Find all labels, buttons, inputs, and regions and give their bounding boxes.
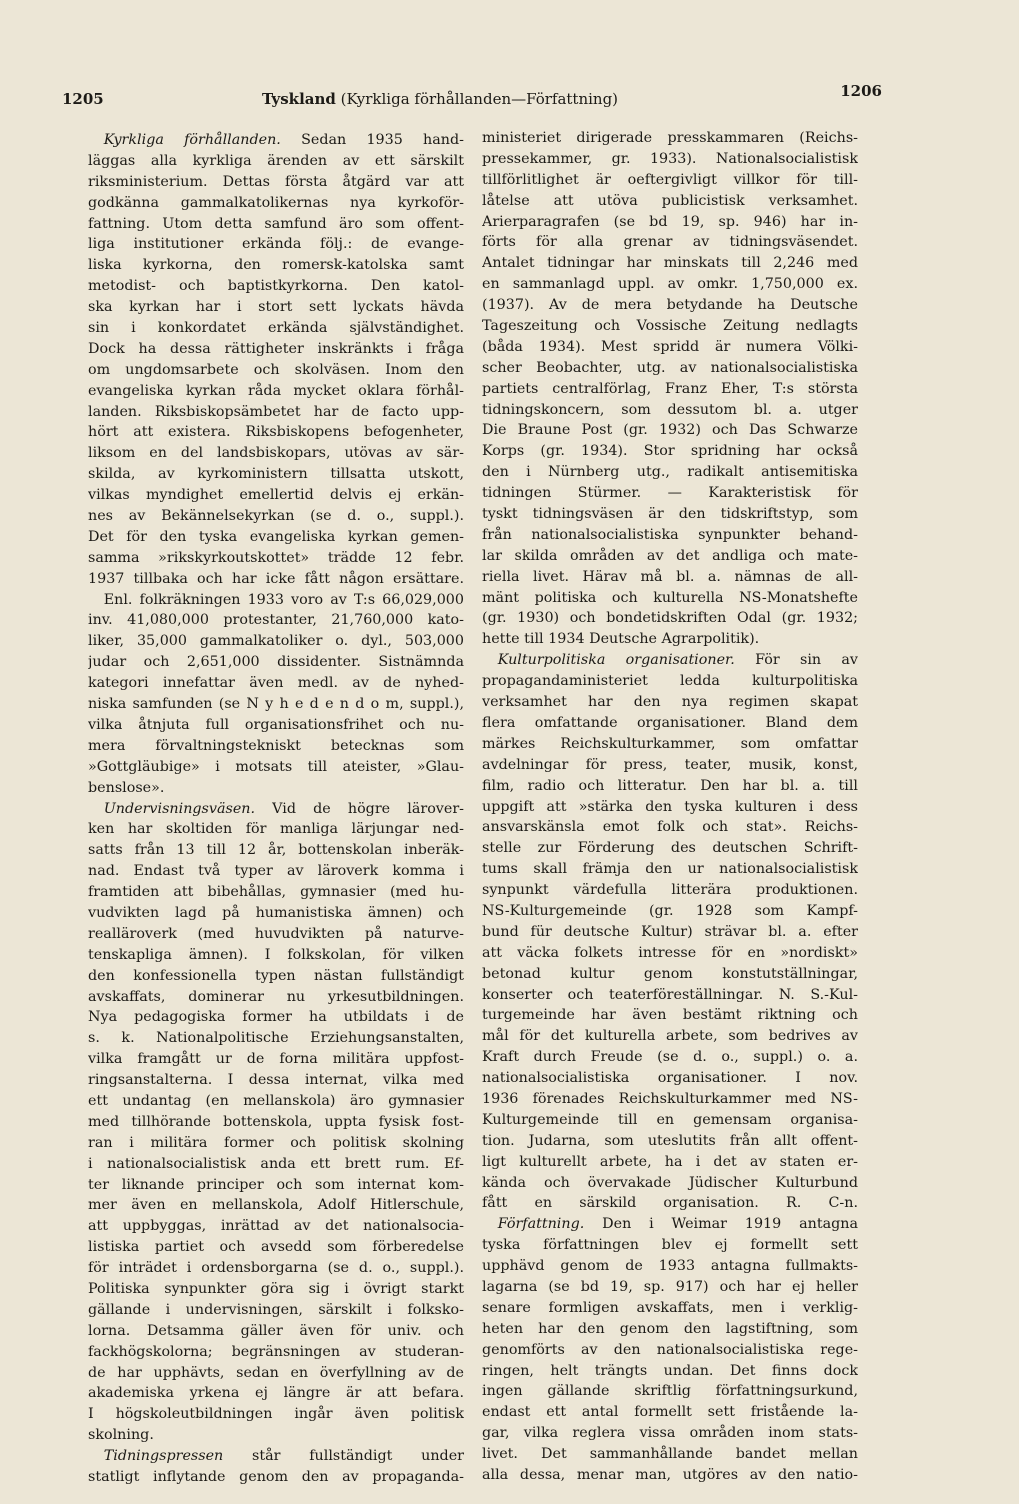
text-line: skolning. bbox=[88, 1427, 154, 1444]
text-line: avskaffats, dominerar nu yrkesutbildningen. bbox=[88, 988, 464, 1005]
text-line: Undervisningsväsen. Vid de högre lärover- bbox=[103, 800, 464, 817]
text-line: med tillhörande bottenskola, uppta fysisk fost- bbox=[88, 1113, 464, 1130]
text-line: kategori innefattar även medl. av de nyhed- bbox=[88, 675, 464, 692]
text-line: liksom en del landsbiskopars, utövas av sär- bbox=[88, 445, 464, 462]
text-line: liker, 35,000 gammalkatoliker o. dyl., 503,000 bbox=[88, 633, 464, 650]
text-line: Antalet tidningar har minskats till 2,246 med bbox=[482, 255, 858, 272]
text-line: i nationalsocialistisk anda ett brett rum. Ef- bbox=[88, 1155, 464, 1172]
text-line: lagarna (se bd 19, sp. 917) och har ej heller bbox=[482, 1278, 858, 1295]
text-line: att väcka folkets intresse för en »nordiskt» bbox=[482, 944, 858, 961]
text-line: för inträdet i ordensborgarna (se d. o., suppl.). bbox=[88, 1260, 464, 1277]
text-line: tums skall främja den ur nationalsocialistisk bbox=[482, 861, 858, 878]
text-line: Korps (gr. 1934). Stor spridning har också bbox=[482, 443, 858, 460]
text-line: betonad kultur genom konstutställningar, bbox=[482, 965, 858, 982]
running-title-main: Tyskland bbox=[262, 90, 336, 108]
text-line: Tidningspressen står fullständigt under bbox=[103, 1448, 464, 1465]
text-line: Författning. Den i Weimar 1919 antagna bbox=[497, 1216, 858, 1233]
text-line: Kyrkliga förhållanden. Sedan 1935 hand- bbox=[103, 132, 464, 148]
text-line: Nya pedagogiska former ha utbildats i de bbox=[88, 1009, 464, 1026]
text-line: gar, vilka reglera vissa områden inom stats- bbox=[482, 1425, 858, 1442]
text-line: riksministerium. Dettas första åtgärd var att bbox=[88, 173, 464, 190]
text-line: scher Beobachter, utg. av nationalsocialistiska bbox=[482, 359, 858, 376]
text-line: upphävd genom de 1933 antagna fullmakts- bbox=[482, 1258, 858, 1275]
text-line: ran i militära former och politisk skolning bbox=[88, 1134, 464, 1151]
text-line: ska kyrkan har i stort sett lyckats hävda bbox=[88, 299, 464, 316]
text-line: vilkas myndighet emellertid delvis ej erkän- bbox=[88, 487, 464, 504]
text-line: fattning. Utom detta samfund äro som offent- bbox=[88, 215, 464, 232]
text-line: konserter och teaterföreställningar. N. S.-Kul- bbox=[482, 986, 858, 1003]
text-line: hette till 1934 Deutsche Agrarpolitik). bbox=[482, 631, 760, 648]
text-line: 1937 tillbaka och har icke fått någon ersättare. bbox=[88, 570, 464, 587]
text-line: en sammanlagd uppl. av omkr. 1,750,000 ex. bbox=[482, 276, 858, 293]
text-line: gällande i undervisningen, särskilt i folksko- bbox=[88, 1301, 464, 1318]
text-line: om ungdomsarbete och skolväsen. Inom den bbox=[88, 361, 464, 378]
text-line: kända och övervakade Jüdischer Kulturbund bbox=[482, 1174, 858, 1191]
text-line: metodist- och baptistkyrkorna. Den katol- bbox=[88, 278, 464, 295]
text-line: tidningskoncern, som dessutom bl. a. utger bbox=[482, 401, 858, 418]
right-text-column bbox=[482, 128, 858, 1486]
text-line: genomförts av den nationalsocialistiska rege- bbox=[482, 1341, 858, 1358]
text-line: ter liknande principer och som internat kom- bbox=[88, 1176, 464, 1193]
text-line: låtelse att utöva publicistisk verksamhet. bbox=[482, 192, 858, 209]
text-line: liska kyrkorna, den romersk-katolska samt bbox=[88, 257, 464, 274]
text-line: benslose». bbox=[88, 779, 165, 796]
text-line: Enl. folkräkningen 1933 voro av T:s 66,029,000 bbox=[103, 591, 464, 608]
text-line: ett undantag (en mellanskola) äro gymnasier bbox=[88, 1092, 464, 1109]
running-title bbox=[262, 90, 618, 108]
text-line: verksamhet har den nya regimen skapat bbox=[482, 694, 858, 711]
text-line: Dock ha dessa rättigheter inskränkts i fråga bbox=[88, 340, 464, 357]
text-line: samma »rikskyrkoutskottet» trädde 12 febr. bbox=[88, 549, 464, 566]
page-number-right: 1206 bbox=[840, 82, 882, 100]
text-line: Det för den tyska evangeliska kyrkan gemen- bbox=[88, 528, 464, 545]
text-line: ansvarskänsla emot folk och stat». Reichs- bbox=[482, 819, 858, 836]
text-line: mer även en mellanskola, Adolf Hitlerschule, bbox=[88, 1197, 464, 1214]
text-line: vilka framgått ur de forna militära uppfost- bbox=[88, 1051, 464, 1068]
text-line: förts för alla grenar av tidningsväsendet. bbox=[482, 234, 858, 251]
text-line: vudvikten lagd på humanistiska ämnen) och bbox=[88, 904, 464, 921]
text-line: läggas alla kyrkliga ärenden av ett särskilt bbox=[88, 152, 464, 169]
text-line: liga institutioner erkända följ.: de evange- bbox=[88, 236, 464, 253]
text-line: ringen, helt trängts undan. Det finns dock bbox=[482, 1362, 858, 1379]
text-line: att uppbyggas, inrättad av det nationalsocia- bbox=[88, 1218, 464, 1235]
text-line: »Gottgläubige» i motsats till ateister, »Glau- bbox=[88, 758, 464, 775]
text-line: nad. Endast två typer av läroverk komma i bbox=[88, 863, 464, 880]
page-header bbox=[62, 82, 882, 114]
text-line: turgemeinde har även bestämt riktning och bbox=[482, 1007, 858, 1024]
text-line: från nationalsocialistiska synpunkter behand- bbox=[482, 526, 858, 543]
text-line: (1937). Av de mera betydande ha Deutsche bbox=[482, 297, 858, 314]
text-line: Kraft durch Freude (se d. o., suppl.) o. a. bbox=[482, 1049, 858, 1066]
text-line: statligt inflytande genom den av propaganda- bbox=[88, 1469, 464, 1485]
text-line: evangeliska kyrkan råda mycket oklara förhål- bbox=[88, 382, 464, 399]
text-line: propagandaministeriet ledda kulturpolitiska bbox=[482, 673, 858, 690]
text-line: mänt politiska och kulturella NS-Monatshefte bbox=[482, 589, 858, 606]
text-line: ken har skoltiden för manliga lärjungar ned- bbox=[88, 821, 464, 838]
text-line: bund für deutsche Kultur) strävar bl. a. efter bbox=[482, 923, 858, 940]
text-line: fått en särskild organisation. R. C-n. bbox=[482, 1195, 858, 1212]
text-line: uppgift att »stärka den tyska kulturen i dess bbox=[482, 798, 858, 815]
text-line: ministeriet dirigerade presskammaren (Reichs- bbox=[482, 130, 858, 146]
text-line: heten har den genom den lagstiftning, som bbox=[482, 1320, 858, 1337]
text-line: pressekammer, gr. 1933). Nationalsocialistisk bbox=[482, 150, 858, 167]
text-line: fackhögskolorna; begränsningen av studeran- bbox=[88, 1343, 464, 1360]
text-line: tyska författningen blev ej formellt sett bbox=[482, 1237, 858, 1254]
text-line: judar och 2,651,000 dissidenter. Sistnämnda bbox=[88, 654, 464, 671]
text-line: flera omfattande organisationer. Bland dem bbox=[482, 714, 858, 731]
text-line: Die Braune Post (gr. 1932) och Das Schwarze bbox=[482, 422, 858, 439]
text-line: tenskapliga ämnen). I folkskolan, för vilken bbox=[88, 946, 464, 963]
text-line: Arierparagrafen (se bd 19, sp. 946) har in- bbox=[482, 213, 858, 230]
text-line: niska samfunden (se N y h e d e n d o m, suppl.), bbox=[88, 696, 464, 713]
text-line: Tageszeitung och Vossische Zeitung nedlagts bbox=[482, 318, 858, 335]
text-line: (båda 1934). Mest spridd är numera Völki- bbox=[482, 338, 858, 355]
text-line: alla dessa, menar man, utgöres av den natio- bbox=[482, 1467, 858, 1483]
text-line: akademiska yrkena ej längre är att befara. bbox=[88, 1385, 464, 1402]
text-line: tyskt tidningsväsen är den tidskriftstyp, som bbox=[482, 506, 858, 523]
text-line: lar skilda områden av det andliga och mate- bbox=[482, 547, 858, 564]
text-line: NS-Kulturgemeinde (gr. 1928 som Kampf- bbox=[482, 902, 858, 919]
text-line: mera förvaltningstekniskt betecknas som bbox=[88, 737, 464, 754]
text-line: den konfessionella typen nästan fullständigt bbox=[88, 967, 464, 984]
text-line: mål för det kulturella arbete, som bedrives av bbox=[482, 1028, 858, 1045]
text-line: landen. Riksbiskopsämbetet har de facto upp- bbox=[88, 403, 464, 420]
text-line: 1936 förenades Reichskulturkammer med NS- bbox=[482, 1090, 858, 1107]
text-line: nationalsocialistiska organisationer. I nov. bbox=[482, 1070, 858, 1087]
text-line: avdelningar för press, teater, musik, konst, bbox=[482, 756, 858, 773]
text-line: livet. Det sammanhållande bandet mellan bbox=[482, 1446, 858, 1463]
text-line: de har upphävts, sedan en överfyllning av de bbox=[88, 1364, 464, 1381]
text-line: framtiden att bibehållas, gymnasier (med hu- bbox=[88, 884, 464, 901]
text-line: riella livet. Härav må bl. a. nämnas de all- bbox=[482, 568, 858, 585]
text-line: realläroverk (med huvudvikten på naturve- bbox=[88, 925, 464, 942]
left-text-column bbox=[88, 130, 464, 1488]
text-line: tidningen Stürmer. — Karakteristisk för bbox=[482, 485, 858, 502]
text-line: (gr. 1930) och bondetidskriften Odal (gr. 1932; bbox=[482, 610, 858, 627]
text-line: satts från 13 till 12 år, bottenskolan inberäk- bbox=[88, 842, 464, 859]
text-line: Politiska synpunkter göra sig i övrigt starkt bbox=[88, 1280, 464, 1297]
text-line: märkes Reichskulturkammer, som omfattar bbox=[482, 735, 858, 752]
text-line: godkänna gammalkatolikernas nya kyrkoför- bbox=[88, 194, 464, 211]
running-title-sub: (Kyrkliga förhållanden—Författning) bbox=[340, 90, 619, 108]
text-line: nes av Bekännelsekyrkan (se d. o., suppl.). bbox=[88, 508, 464, 525]
text-line: sin i konkordatet erkända självständighet. bbox=[88, 320, 464, 337]
text-line: ingen gällande skriftlig författningsurkund, bbox=[482, 1383, 858, 1400]
text-line: tion. Judarna, som uteslutits från allt offent- bbox=[482, 1132, 858, 1149]
text-line: Kulturpolitiska organisationer. För sin av bbox=[497, 652, 858, 669]
text-line: stelle zur Förderung des deutschen Schrift- bbox=[482, 840, 858, 857]
text-line: I högskoleutbildningen ingår även politisk bbox=[88, 1406, 464, 1423]
text-line: inv. 41,080,000 protestanter, 21,760,000 kato- bbox=[88, 612, 464, 629]
text-line: synpunkt värdefulla litterära produktionen. bbox=[482, 882, 858, 899]
text-line: tillförlitlighet är oeftergivligt villkor för till- bbox=[482, 171, 858, 188]
text-line: lorna. Detsamma gäller även för univ. och bbox=[88, 1322, 464, 1339]
text-line: film, radio och litteratur. Den har bl. a. till bbox=[482, 777, 858, 794]
text-line: endast ett antal formellt sett fristående la- bbox=[482, 1404, 858, 1421]
text-line: skilda, av kyrkoministern tillsatta utskott, bbox=[88, 466, 464, 483]
text-line: hört att existera. Riksbiskopens befogenheter, bbox=[88, 424, 464, 441]
text-line: partiets centralförlag, Franz Eher, T:s största bbox=[482, 380, 858, 397]
text-line: ligt kulturellt arbete, ha i det av staten er- bbox=[482, 1153, 858, 1170]
text-line: Kulturgemeinde till en gemensam organisa- bbox=[482, 1111, 858, 1128]
text-line: ringsanstalterna. I dessa internat, vilka med bbox=[88, 1072, 464, 1089]
text-line: den i Nürnberg utg., radikalt antisemitiska bbox=[482, 464, 858, 481]
text-line: s. k. Nationalpolitische Erziehungsanstalten, bbox=[88, 1030, 464, 1047]
text-line: vilka åtnjuta full organisationsfrihet och nu- bbox=[88, 716, 464, 733]
text-line: senare formligen avskaffats, men i verklig- bbox=[482, 1299, 858, 1316]
text-line: listiska partiet och avsedd som förberedelse bbox=[88, 1239, 464, 1256]
page-number-left: 1205 bbox=[62, 90, 104, 108]
